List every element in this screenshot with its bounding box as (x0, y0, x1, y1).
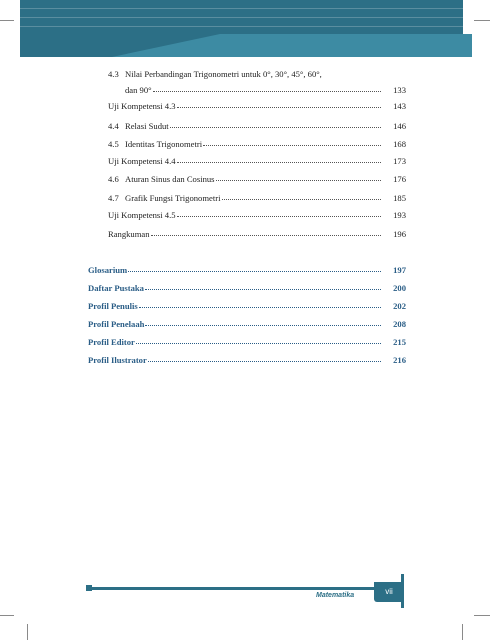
toc-entry[interactable] (108, 156, 406, 166)
dot-leader (128, 271, 381, 272)
toc-entry-number: 4.3 (108, 69, 119, 79)
toc-entry-page: 173 (393, 156, 406, 166)
toc-entry-page: 133 (393, 85, 406, 95)
toc-entry-page: 168 (393, 139, 406, 149)
toc-entry-title: Uji Kompetensi 4.4 (108, 156, 176, 166)
toc-entry[interactable] (108, 193, 406, 203)
toc-entry-title: Aturan Sinus dan Cosinus (125, 174, 215, 184)
toc-entry-title: Profil Ilustrator (88, 355, 147, 365)
toc-main-entry[interactable] (88, 301, 406, 311)
toc-entry-page: 176 (393, 174, 406, 184)
dot-leader (177, 107, 381, 108)
dot-leader (153, 91, 381, 92)
toc-entry-page: 216 (393, 355, 406, 365)
toc-entry-continued[interactable] (125, 85, 406, 95)
dot-leader (177, 162, 381, 163)
dot-leader (145, 325, 381, 326)
toc-entry-number: 4.6 (108, 174, 119, 184)
page-number-badge: vii (374, 582, 404, 602)
dot-leader (177, 216, 381, 217)
toc-entry-title: dan 90° (125, 85, 152, 95)
toc-entry-title: Identitas Trigonometri (125, 139, 203, 149)
toc-entry[interactable] (108, 139, 406, 149)
dot-leader (136, 343, 381, 344)
toc-entry-title: Relasi Sudut (125, 121, 169, 131)
toc-main-entry[interactable] (88, 355, 406, 365)
toc-entry-page: 197 (393, 265, 406, 275)
toc-main-entry[interactable] (88, 319, 406, 329)
dot-leader (216, 180, 381, 181)
toc-entry-page: 143 (393, 101, 406, 111)
toc-entry-page: 200 (393, 283, 406, 293)
toc-entry-title: Profil Editor (88, 337, 135, 347)
toc-entry-page: 202 (393, 301, 406, 311)
toc-entry-page: 196 (393, 229, 406, 239)
toc-entry-page: 185 (393, 193, 406, 203)
toc-entry-page: 146 (393, 121, 406, 131)
dot-leader (203, 145, 381, 146)
toc-main-entry[interactable] (88, 283, 406, 293)
dot-leader (145, 289, 381, 290)
toc-entry-page: 215 (393, 337, 406, 347)
dot-leader (170, 127, 381, 128)
toc-entry-page: 193 (393, 210, 406, 220)
toc-entry[interactable] (108, 121, 406, 131)
footer-book-title: Matematika (316, 592, 355, 599)
toc-entry-title: Nilai Perbandingan Trigonometri untuk 0°, 30°, 45°, 60°, (125, 69, 322, 79)
toc-entry-title: Glosarium (88, 265, 128, 275)
toc-entry-title: Profil Penulis (88, 301, 138, 311)
toc-entry-title: Grafik Fungsi Trigonometri (125, 193, 221, 203)
footer-marker (86, 585, 92, 591)
dot-leader (148, 361, 381, 362)
toc-main-entry[interactable] (88, 337, 406, 347)
toc-entry[interactable] (108, 101, 406, 111)
toc-entry-title: Uji Kompetensi 4.5 (108, 210, 176, 220)
toc-entry-title: Rangkuman (108, 229, 150, 239)
toc-entry-number: 4.4 (108, 121, 119, 131)
dot-leader (139, 307, 381, 308)
toc-entry[interactable] (108, 210, 406, 220)
toc-entry-number: 4.7 (108, 193, 119, 203)
toc-entry-page: 208 (393, 319, 406, 329)
toc-entry[interactable] (108, 69, 322, 79)
toc-entry[interactable] (108, 174, 406, 184)
footer-rule (88, 587, 374, 590)
toc-entry[interactable] (108, 229, 406, 239)
toc-entry-title: Daftar Pustaka (88, 283, 144, 293)
toc-entry-title: Uji Kompetensi 4.3 (108, 101, 176, 111)
toc-main-entry[interactable] (88, 265, 406, 275)
toc-entry-number: 4.5 (108, 139, 119, 149)
dot-leader (151, 235, 381, 236)
dot-leader (222, 199, 382, 200)
toc-entry-title: Profil Penelaah (88, 319, 145, 329)
